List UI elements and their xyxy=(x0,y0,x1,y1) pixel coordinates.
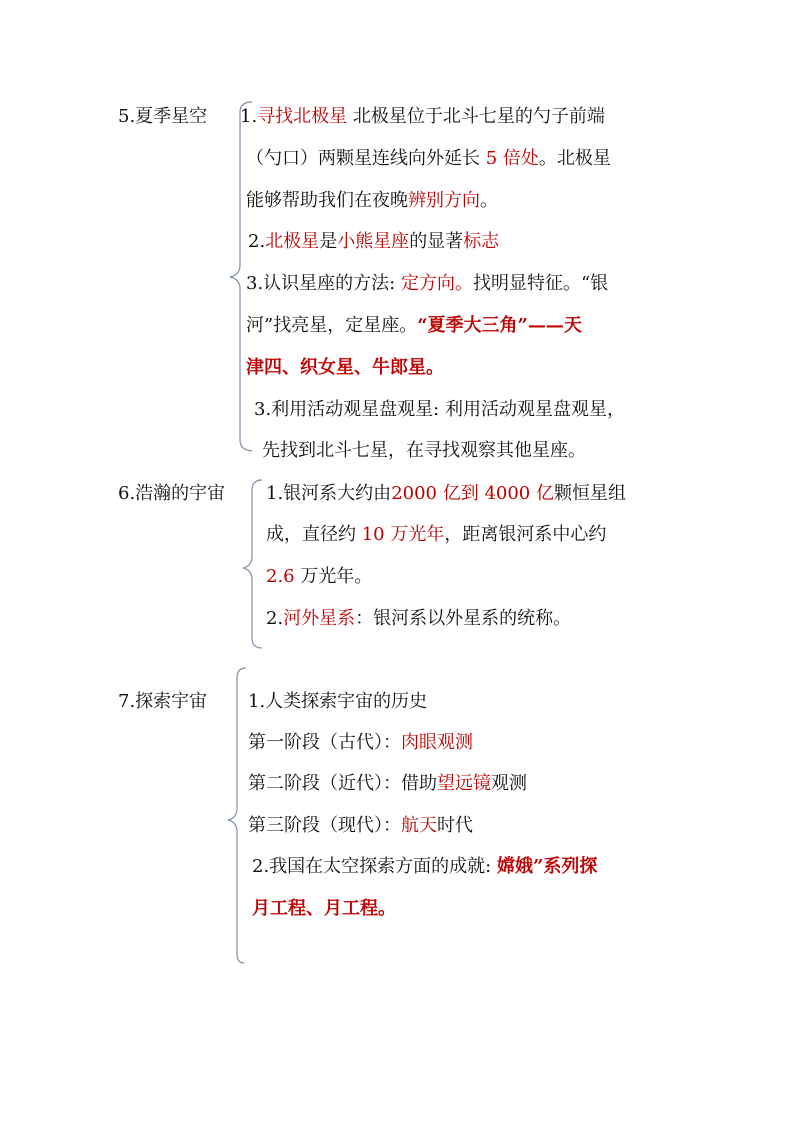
text: 成，直径约 xyxy=(266,524,362,545)
section-7-line-4 xyxy=(248,814,473,838)
text: 时代 xyxy=(437,815,473,836)
highlight-text: 望远镜 xyxy=(437,773,491,794)
section-7-heading: 7.探索宇宙 xyxy=(118,691,208,712)
section-7-line-1 xyxy=(248,690,427,714)
text: 1.银河系大约由 xyxy=(266,483,392,504)
brace-section-6 xyxy=(243,480,262,648)
section-5-line-4 xyxy=(248,230,499,254)
text: 1. xyxy=(240,106,258,127)
text: 3.认识星座的方法: xyxy=(246,273,401,294)
text: 的显著 xyxy=(409,231,464,252)
brace-section-7 xyxy=(228,668,246,963)
text: 。 xyxy=(480,190,498,211)
text: 2. xyxy=(248,231,266,252)
text: 北极星位于北斗七星的勺子前端 xyxy=(347,106,605,127)
text: 找明显特征。“银 xyxy=(472,273,609,294)
text: 颗恒星组 xyxy=(553,483,626,504)
highlight-text: 小熊星座 xyxy=(337,231,410,252)
text: 万光年。 xyxy=(294,566,373,587)
section-5-line-6 xyxy=(246,314,582,338)
section-6-line-4 xyxy=(266,607,571,631)
text: ，距离银河系中心约 xyxy=(444,524,607,545)
section-7-line-2 xyxy=(248,731,473,755)
highlight-text: 嫦娥”系列探 xyxy=(496,856,598,877)
section-5-line-9 xyxy=(262,439,586,463)
highlight-text: 2.6 xyxy=(266,566,295,587)
highlight-text: 2000 亿到 4000 亿 xyxy=(391,483,554,504)
text: 2. xyxy=(266,608,284,629)
section-6-line-3 xyxy=(266,565,372,589)
highlight-text: 寻找北极星 xyxy=(257,106,348,127)
section-6-line-1 xyxy=(266,482,626,506)
highlight-text: 5 倍处 xyxy=(485,148,539,169)
section-6-line-2 xyxy=(266,523,606,547)
text: 是 xyxy=(319,231,338,252)
text: 1.人类探索宇宙的历史 xyxy=(248,691,428,712)
highlight-text: 10 万光年 xyxy=(361,524,445,545)
section-6-heading: 6.浩瀚的宇宙 xyxy=(118,483,226,504)
text: （勺口）两颗星连线向外延长 xyxy=(246,148,486,169)
highlight-text: 河外星系 xyxy=(283,608,356,629)
highlight-text: “夏季大三角”——天 xyxy=(417,315,582,336)
section-7-line-5 xyxy=(252,855,597,879)
text: 3.利用活动观星盘观星: 利用活动观星盘观星， xyxy=(254,399,625,420)
highlight-text: 定方向。 xyxy=(400,273,473,294)
section-5-line-5 xyxy=(246,272,608,296)
text: 能够帮助我们在夜晚 xyxy=(246,190,408,211)
highlight-text: 月工程、月工程。 xyxy=(252,898,396,919)
section-5-heading: 5.夏季星空 xyxy=(118,106,208,127)
text: 观测 xyxy=(491,773,527,794)
section-5-line-2 xyxy=(246,147,611,171)
highlight-text: 航天 xyxy=(401,815,437,836)
section-5-line-7 xyxy=(246,356,444,380)
section-7-line-6 xyxy=(252,897,396,921)
text: 河”找亮星，定星座。 xyxy=(246,315,418,336)
section-7-line-3 xyxy=(248,772,527,796)
text: 第一阶段（古代）： xyxy=(248,732,401,753)
highlight-text: 标志 xyxy=(463,231,500,252)
text: ：银河系以外星系的统称。 xyxy=(355,608,572,629)
section-5-line-1 xyxy=(240,105,605,129)
highlight-text: 辨别方向 xyxy=(408,190,480,211)
highlight-text: 津四、织女星、牛郎星。 xyxy=(246,357,444,378)
section-5-line-8 xyxy=(254,398,625,422)
section-5-line-3 xyxy=(246,189,498,213)
highlight-text: 肉眼观测 xyxy=(401,732,473,753)
text: 第二阶段（近代）：借助 xyxy=(248,773,437,794)
text: 第三阶段（现代）： xyxy=(248,815,401,836)
text: 2.我国在太空探索方面的成就: xyxy=(252,856,497,877)
highlight-text: 北极星 xyxy=(265,231,320,252)
text: 。北极星 xyxy=(538,148,611,169)
text: 先找到北斗七星，在寻找观察其他星座。 xyxy=(262,440,586,461)
